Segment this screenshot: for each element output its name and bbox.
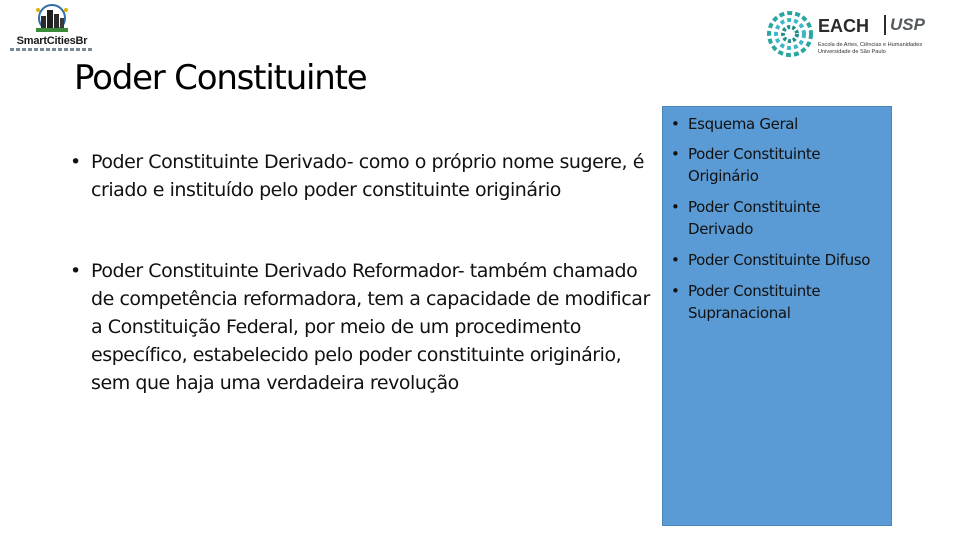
- panel-item-text: Poder Constituinte Supranacional: [688, 282, 821, 322]
- logo-tagline: [10, 48, 94, 51]
- panel-item-text: Poder Constituinte Derivado: [688, 198, 821, 238]
- panel-item: [666, 113, 886, 135]
- panel-item-text: Poder Constituinte Difuso: [688, 251, 871, 269]
- panel-item-text: Esquema Geral: [688, 115, 798, 133]
- slide-title: Poder Constituinte: [74, 58, 367, 98]
- bullet-icon: •: [671, 282, 680, 300]
- panel-item-text: Poder Constituinte Originário: [688, 145, 821, 185]
- bullet-point: [70, 148, 660, 204]
- panel-item: [666, 196, 886, 240]
- smartcitiesbr-logo: [10, 4, 94, 52]
- each-subtitle: [818, 42, 922, 56]
- city-skyline-icon: [24, 4, 80, 36]
- panel-item: [666, 280, 886, 324]
- side-panel-list: [666, 113, 886, 324]
- smartcitiesbr-wordmark: SmartCitiesBr: [16, 35, 88, 47]
- each-subtitle-line: Universidade de São Paulo: [818, 49, 886, 55]
- each-usp-logo: [764, 8, 956, 64]
- bullet-icon: •: [70, 151, 81, 173]
- bullet-text: Poder Constituinte Derivado- como o próprio nome sugere, é criado e instituído pelo poder constituinte originário: [91, 151, 644, 201]
- usp-wordmark: USP: [884, 15, 928, 35]
- each-wordmark: EACH: [818, 16, 870, 36]
- bullet-icon: •: [671, 198, 680, 216]
- each-subtitle-line: Escola de Artes, Ciências e Humanidades: [818, 42, 923, 48]
- bullet-point: [70, 257, 660, 397]
- bullet-icon: •: [671, 251, 680, 269]
- bullet-icon: •: [671, 115, 680, 133]
- bullet-icon: •: [70, 260, 81, 282]
- panel-item: [666, 249, 886, 271]
- each-mosaic-icon: [764, 8, 816, 60]
- bullet-text: Poder Constituinte Derivado Reformador- também chamado de competência reformadora, tem a capacidade de modificar a Constituição Federal, por meio de um procedimento específico, estabelecido pelo poder constituinte originário, sem que haja uma verdadeira revolução: [91, 260, 650, 394]
- panel-item: [666, 143, 886, 187]
- bullet-icon: •: [671, 145, 680, 163]
- main-bullet-list: [70, 148, 660, 397]
